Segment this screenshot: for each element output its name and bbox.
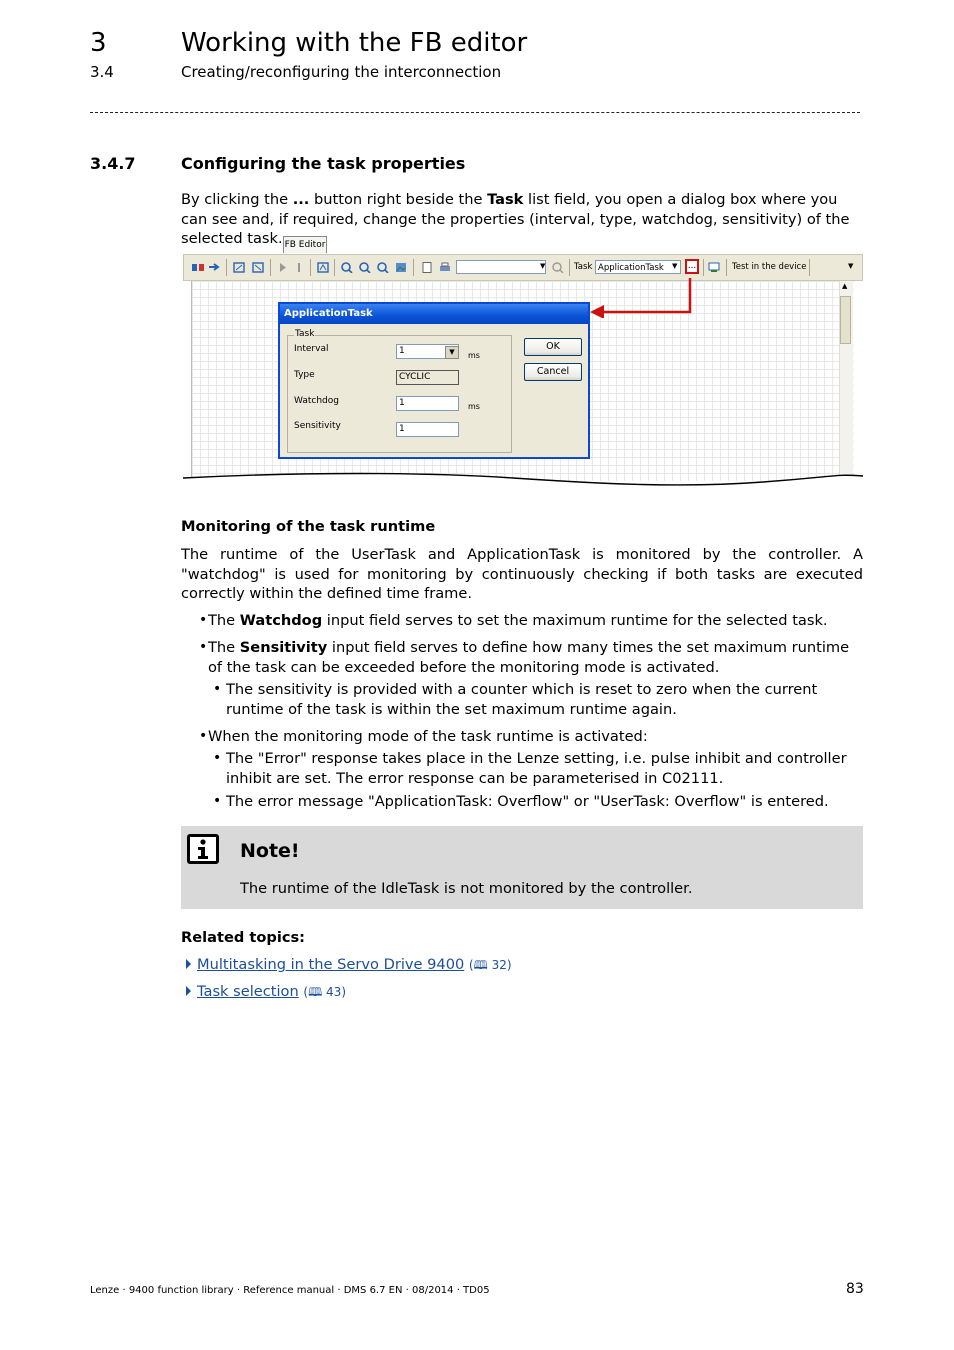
fb-editor-toolbar — [183, 254, 863, 281]
task-properties-button[interactable]: ... — [685, 259, 699, 274]
link-multitasking[interactable]: Multitasking in the Servo Drive 9400 — [197, 956, 465, 973]
link-task-selection[interactable]: Task selection — [197, 983, 299, 1000]
info-icon — [187, 834, 219, 864]
fb-editor-tab[interactable]: FB Editor — [283, 236, 327, 253]
scroll-thumb[interactable] — [840, 296, 851, 344]
zoom-out-icon[interactable] — [359, 262, 371, 273]
print-icon[interactable] — [439, 262, 451, 273]
bullet2-pre: The — [208, 639, 240, 656]
task-label: Task — [574, 262, 593, 272]
arrow-link-icon[interactable] — [208, 262, 220, 273]
intro-text-2: button right beside the — [309, 191, 488, 208]
link-arrow-icon — [186, 986, 191, 996]
list-item-sensitivity — [181, 638, 863, 719]
interval-label: Interval — [294, 344, 329, 354]
related-link-row — [186, 983, 346, 1004]
book-icon: 🕮 — [473, 958, 488, 972]
task-properties-dialog — [278, 302, 590, 459]
interval-dropdown-icon[interactable]: ▼ — [445, 346, 459, 359]
section-number: 3.4 — [90, 63, 114, 81]
watchdog-unit: ms — [468, 402, 480, 411]
monitoring-list — [181, 611, 863, 819]
dialog-title: ApplicationTask — [280, 304, 588, 324]
task-group-label: Task — [295, 329, 315, 339]
intro-text-1: By clicking the — [181, 191, 293, 208]
task-select[interactable]: ApplicationTask — [595, 260, 681, 274]
monitoring-paragraph: The runtime of the UserTask and ApplicationTask is monitored by the controller. A "watchdog" is used for monitoring by continuously checking if both tasks are executed correctly within the defined time frame. — [181, 546, 863, 602]
bullet2-bold: Sensitivity — [239, 639, 328, 656]
image-icon[interactable] — [395, 262, 407, 273]
refresh-icon[interactable] — [233, 262, 245, 273]
sub-list-item: • The error message "ApplicationTask: Overflow" or "UserTask: Overflow" is entered. — [208, 792, 863, 812]
bullet1-post: input field serves to set the maximum runtime for the selected task. — [322, 612, 828, 629]
bullet2-post: input field serves to define how many times the set maximum runtime of the task can be exceeded before the monitoring mode is activated. — [208, 639, 850, 676]
bullet1-pre: The — [208, 612, 240, 629]
device-arrow-icon[interactable]: ▼ — [848, 262, 854, 270]
scroll-up-icon[interactable]: ▲ — [842, 282, 848, 290]
note-text: The runtime of the IdleTask is not monitored by the controller. — [240, 880, 693, 897]
section-title: Creating/reconfiguring the interconnection — [181, 63, 502, 81]
sensitivity-field[interactable]: 1 — [396, 422, 459, 437]
fb-editor-screenshot — [183, 236, 863, 492]
find-icon[interactable] — [552, 262, 564, 273]
device-mode-label[interactable]: Test in the device — [732, 262, 807, 272]
intro-button-ref: ... — [292, 191, 310, 208]
monitoring-heading: Monitoring of the task runtime — [181, 518, 436, 535]
intro-field-ref: Task — [487, 191, 524, 208]
page-ref-number: 32 — [491, 958, 507, 972]
chapter-number: 3 — [90, 28, 107, 58]
ok-button[interactable]: OK — [524, 338, 582, 356]
search-combo[interactable] — [456, 260, 546, 274]
zoom-fit-icon[interactable] — [377, 262, 389, 273]
interval-select[interactable]: 1 — [396, 344, 459, 359]
type-field: CYCLIC — [396, 370, 459, 385]
pause-icon[interactable] — [294, 262, 306, 273]
sync-icon[interactable] — [252, 262, 264, 273]
combo-arrow-icon[interactable]: ▼ — [540, 262, 546, 270]
book-icon: 🕮 — [308, 985, 323, 999]
pointer-arrow — [588, 278, 694, 318]
program-icon[interactable] — [317, 262, 329, 273]
device-icon[interactable] — [708, 262, 720, 273]
chapter-title: Working with the FB editor — [181, 28, 528, 58]
task-arrow-icon[interactable]: ▼ — [672, 262, 678, 270]
sensitivity-label: Sensitivity — [294, 421, 341, 431]
intro-text-3: list field, you open a dialog box where you can see and, if required, change the properties (interval, type, watchdog, sensitivity) of the selected task. — [181, 191, 850, 247]
note-box — [181, 826, 863, 909]
bullet1-bold: Watchdog — [239, 612, 323, 629]
page-ref-number: 43 — [326, 985, 342, 999]
page-ref[interactable]: (🕮 32) — [468, 958, 512, 972]
subsection-number: 3.4.7 — [90, 154, 136, 173]
header-divider — [90, 112, 860, 113]
sub-list-item: • The sensitivity is provided with a counter which is reset to zero when the current runtime of the task is within the set maximum runtime again. — [208, 680, 863, 719]
interval-unit: ms — [468, 351, 480, 360]
link-arrow-icon — [186, 959, 191, 969]
note-title: Note! — [240, 840, 300, 862]
footer-text: Lenze · 9400 function library · Reference manual · DMS 6.7 EN · 08/2014 · TD05 — [90, 1285, 490, 1296]
subsection-title: Configuring the task properties — [181, 154, 466, 173]
type-label: Type — [294, 370, 315, 380]
page-number: 83 — [846, 1281, 864, 1297]
list-item-watchdog — [181, 611, 863, 631]
watchdog-label: Watchdog — [294, 396, 339, 406]
sub-list-item: • The "Error" response takes place in the Lenze setting, i.e. pulse inhibit and controller inhibit are set. The error response can be parameterised in C02111. — [208, 749, 863, 788]
cancel-button[interactable]: Cancel — [524, 363, 582, 381]
page-ref[interactable]: (🕮 43) — [303, 985, 347, 999]
list-item-monitoring-mode — [181, 727, 863, 812]
play-icon[interactable] — [277, 262, 289, 273]
torn-edge — [183, 470, 863, 492]
zoom-in-icon[interactable] — [341, 262, 353, 273]
bullet3-text: When the monitoring mode of the task runtime is activated: — [208, 727, 648, 745]
related-link-row — [186, 956, 512, 977]
new-page-icon[interactable] — [421, 262, 433, 273]
related-topics-heading: Related topics: — [181, 929, 306, 946]
interconnect-icon[interactable] — [192, 262, 204, 273]
watchdog-field[interactable]: 1 — [396, 396, 459, 411]
